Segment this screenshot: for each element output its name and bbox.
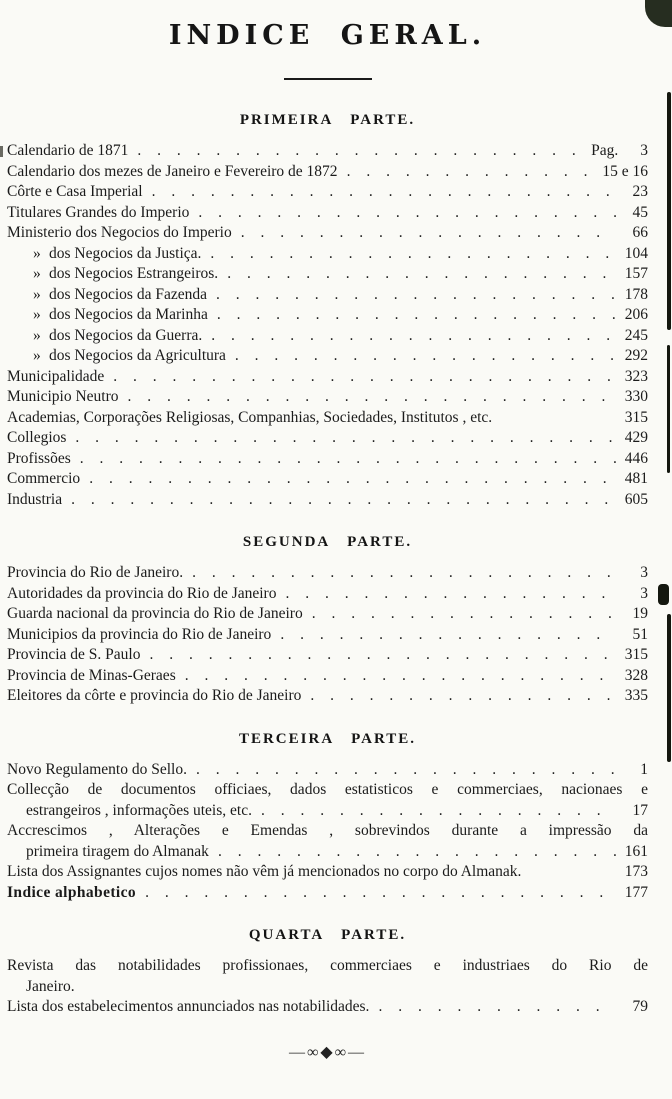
- toc-entry: [7, 686, 648, 707]
- toc-entry: [7, 604, 648, 625]
- entry-label: Janeiro.: [26, 977, 75, 995]
- toc-entry: [7, 862, 648, 883]
- toc-entry: [7, 428, 648, 449]
- dot-leader: [89, 469, 616, 490]
- toc-entry: [7, 490, 648, 511]
- entry-list: [7, 956, 648, 1018]
- page-number: [620, 490, 648, 511]
- toc-entry: [7, 408, 648, 429]
- page-value: 173: [624, 863, 648, 880]
- page-number: [620, 305, 648, 326]
- entry-label: primeira tiragem do Almanak: [26, 842, 209, 860]
- entry-label: Provincia do Rio de Janeiro.: [7, 564, 184, 581]
- entry-label: Provincia de S. Paulo: [7, 646, 141, 663]
- section-heading: QUARTA PARTE.: [248, 927, 407, 943]
- dot-leader: [71, 490, 616, 511]
- page-number: [620, 264, 648, 285]
- dot-leader: [216, 285, 616, 306]
- page-number: [620, 469, 648, 490]
- page-value: 66: [632, 224, 648, 241]
- toc-entry: [7, 956, 648, 977]
- entry-list: [7, 563, 648, 707]
- dot-leader: [192, 563, 616, 584]
- ditto-mark: »: [33, 244, 41, 262]
- ditto-mark: »: [33, 306, 41, 323]
- entry-label: Collecção de documentos officiaes, dados estatisticos e commerciaes, nacionaes e: [7, 781, 648, 798]
- entry-label: Commercio: [7, 470, 81, 487]
- dot-leader: [312, 604, 616, 625]
- page-number: [620, 182, 648, 203]
- entry-label: Academias, Corporações Religiosas, Companhias, Sociedades, Institutos , etc.: [7, 408, 493, 426]
- scan-artifact-blob: [658, 584, 669, 605]
- title-divider: [284, 78, 372, 80]
- entry-label: Indice alphabetico: [7, 883, 137, 901]
- entry-label: Eleitores da côrte e provincia do Rio de Janeiro: [7, 687, 302, 704]
- page-value: 328: [624, 666, 648, 684]
- ditto-mark: »: [33, 326, 41, 344]
- entry-label: dos Negocios da Agricultura: [49, 347, 226, 364]
- toc-entry: [7, 367, 648, 388]
- page-number: [602, 162, 648, 183]
- entry-label: estrangeiros , informações uteis, etc.: [26, 801, 252, 819]
- page-number: [620, 666, 648, 687]
- page-value: 330: [624, 388, 648, 405]
- scan-artifact-edge-line: [667, 614, 671, 762]
- dot-leader: [280, 625, 616, 646]
- page-value: 45: [632, 203, 648, 221]
- page-value: 292: [624, 347, 648, 364]
- dot-leader: [235, 346, 616, 367]
- page-value: 3: [640, 564, 648, 581]
- dot-leader: [149, 645, 616, 666]
- dot-leader: [211, 326, 616, 347]
- section-heading: PRIMEIRA PARTE.: [239, 112, 416, 128]
- page-number: [620, 428, 648, 449]
- toc-entry-continuation: [7, 977, 648, 998]
- toc-entry: [7, 346, 648, 367]
- toc-entry: [7, 182, 648, 203]
- dot-leader: [378, 997, 616, 1018]
- toc-entry: [7, 326, 648, 347]
- toc-entry: [7, 883, 648, 904]
- entry-label: Titulares Grandes do Imperio: [7, 203, 190, 221]
- page-value: 315: [624, 646, 648, 663]
- page-number: [620, 997, 648, 1018]
- page-number: [620, 625, 648, 646]
- page-number: [620, 449, 648, 470]
- end-ornament: —∞◆∞—: [288, 1043, 367, 1061]
- dot-leader: [113, 367, 616, 388]
- page-number: [620, 367, 648, 388]
- toc-entry: [7, 387, 648, 408]
- entry-label: dos Negocios Estrangeiros.: [49, 265, 219, 282]
- entry-label: dos Negocios da Marinha: [49, 306, 208, 323]
- page-value: 19: [632, 605, 648, 622]
- scan-artifact-edge-line: [667, 345, 670, 473]
- entry-label: Novo Regulamento do Sello.: [7, 760, 187, 778]
- page-number: [620, 387, 648, 408]
- ditto-mark: »: [33, 285, 41, 303]
- page-value: 15 e 16: [602, 162, 648, 180]
- page-value: 429: [624, 429, 648, 446]
- page-value: 157: [624, 265, 648, 282]
- entry-label: Municipios da provincia do Rio de Janeiro: [7, 625, 272, 643]
- toc-entry: [7, 285, 648, 306]
- page-number: [620, 801, 648, 822]
- entry-label: Calendario de 1871: [7, 142, 129, 159]
- entry-label: Municipalidade: [7, 367, 105, 385]
- page-number: [620, 223, 648, 244]
- page-value: 481: [624, 470, 648, 487]
- dot-leader: [217, 305, 616, 326]
- toc-entry: [7, 162, 648, 183]
- toc-entry: [7, 563, 648, 584]
- entry-label: Profissões: [7, 449, 71, 467]
- page-number: [620, 645, 648, 666]
- page-title: INDICE GERAL.: [168, 20, 487, 51]
- page-value: 3: [640, 584, 648, 602]
- toc-entry: [7, 449, 648, 470]
- page-value: 605: [624, 490, 648, 508]
- page-number: [620, 883, 648, 904]
- page-prefix: Pag.: [591, 142, 619, 159]
- section-heading: TERCEIRA PARTE.: [238, 730, 417, 747]
- entry-label: Guarda nacional da provincia do Rio de Janeiro: [7, 605, 303, 622]
- entry-label: dos Negocios da Fazenda: [49, 285, 207, 303]
- page-value: 178: [624, 285, 648, 303]
- toc-entry: [7, 584, 648, 605]
- toc-entry: [7, 625, 648, 646]
- dot-leader: [285, 584, 616, 605]
- toc-sections: [7, 112, 648, 1018]
- page-number: [620, 326, 648, 347]
- page-number: [620, 760, 648, 781]
- dot-leader: [218, 842, 616, 863]
- page-number: [620, 408, 648, 429]
- entry-label: dos Negocios da Justiça.: [49, 244, 202, 262]
- toc-entry: [7, 666, 648, 687]
- entry-label: Accrescimos , Alterações e Emendas , sobrevindos durante a impressão da: [7, 822, 648, 839]
- ditto-mark: »: [33, 347, 41, 364]
- dot-leader: [196, 760, 616, 781]
- page-value: 177: [624, 883, 648, 901]
- page-value: 51: [632, 625, 648, 643]
- dot-leader: [261, 801, 616, 822]
- page-number: [620, 584, 648, 605]
- page-value: 79: [632, 998, 648, 1015]
- page-number: [620, 346, 648, 367]
- page-number: [620, 604, 648, 625]
- page-value: 17: [632, 801, 648, 819]
- page-number: [620, 285, 648, 306]
- entry-label: Municipio Neutro: [7, 388, 119, 405]
- entry-label: Lista dos estabelecimentos annunciados nas notabilidades.: [7, 998, 370, 1015]
- page-value: 104: [624, 244, 648, 262]
- entry-label: Calendario dos mezes de Janeiro e Fevereiro de 1872: [7, 162, 338, 180]
- page-number: [620, 563, 648, 584]
- toc-entry-continuation: [7, 801, 648, 822]
- dot-leader: [227, 264, 616, 285]
- toc-entry: [7, 244, 648, 265]
- dot-leader: [137, 141, 587, 162]
- entry-label: Provincia de Minas-Geraes: [7, 666, 176, 684]
- page-number: [620, 244, 648, 265]
- dot-leader: [145, 883, 616, 904]
- toc-entry: [7, 469, 648, 490]
- scan-artifact-edge-line: [667, 92, 671, 330]
- page-value: 161: [624, 842, 648, 860]
- dot-leader: [80, 449, 616, 470]
- page-number: [591, 141, 648, 162]
- dot-leader: [152, 182, 616, 203]
- toc-entry: [7, 203, 648, 224]
- entry-label: Collegios: [7, 429, 67, 446]
- scan-artifact-speck: [0, 146, 3, 157]
- entry-label: Lista dos Assignantes cujos nomes não vêm já mencionados no corpo do Almanak.: [7, 863, 522, 880]
- page-number: [620, 203, 648, 224]
- entry-label: Revista das notabilidades profissionaes, commerciaes e industriaes do Rio de: [7, 957, 648, 974]
- dot-leader: [75, 428, 616, 449]
- toc-entry-continuation: [7, 842, 648, 863]
- page-value: 315: [624, 408, 648, 426]
- page-value: 245: [624, 326, 648, 344]
- toc-entry: [7, 645, 648, 666]
- entry-label: dos Negocios da Guerra.: [49, 326, 203, 344]
- toc-entry: [7, 760, 648, 781]
- page-value: 335: [624, 687, 648, 704]
- toc-entry: [7, 780, 648, 801]
- toc-entry: [7, 141, 648, 162]
- section-heading: SEGUNDA PARTE.: [242, 534, 413, 550]
- toc-entry: [7, 305, 648, 326]
- page-value: 23: [632, 183, 648, 200]
- dot-leader: [198, 203, 616, 224]
- entry-list: [7, 760, 648, 904]
- entry-label: Côrte e Casa Imperial: [7, 183, 143, 200]
- entry-label: Ministerio dos Negocios do Imperio: [7, 224, 232, 241]
- page-value: 206: [624, 306, 648, 323]
- ditto-mark: »: [33, 265, 41, 282]
- page-value: 446: [624, 449, 648, 467]
- page-number: [620, 686, 648, 707]
- dot-leader: [128, 387, 617, 408]
- page-value: 3: [640, 142, 648, 159]
- page-number: [620, 862, 648, 883]
- dot-leader: [347, 162, 599, 183]
- toc-entry: [7, 264, 648, 285]
- toc-entry: [7, 997, 648, 1018]
- toc-entry: [7, 821, 648, 842]
- page-number: [620, 842, 648, 863]
- entry-list: [7, 141, 648, 510]
- entry-label: Industria: [7, 490, 63, 508]
- page-value: 1: [640, 760, 648, 778]
- dot-leader: [241, 223, 616, 244]
- dot-leader: [185, 666, 616, 687]
- dot-leader: [210, 244, 616, 265]
- page-value: 323: [624, 367, 648, 385]
- entry-label: Autoridades da provincia do Rio de Janeiro: [7, 584, 277, 602]
- dot-leader: [310, 686, 616, 707]
- toc-entry: [7, 223, 648, 244]
